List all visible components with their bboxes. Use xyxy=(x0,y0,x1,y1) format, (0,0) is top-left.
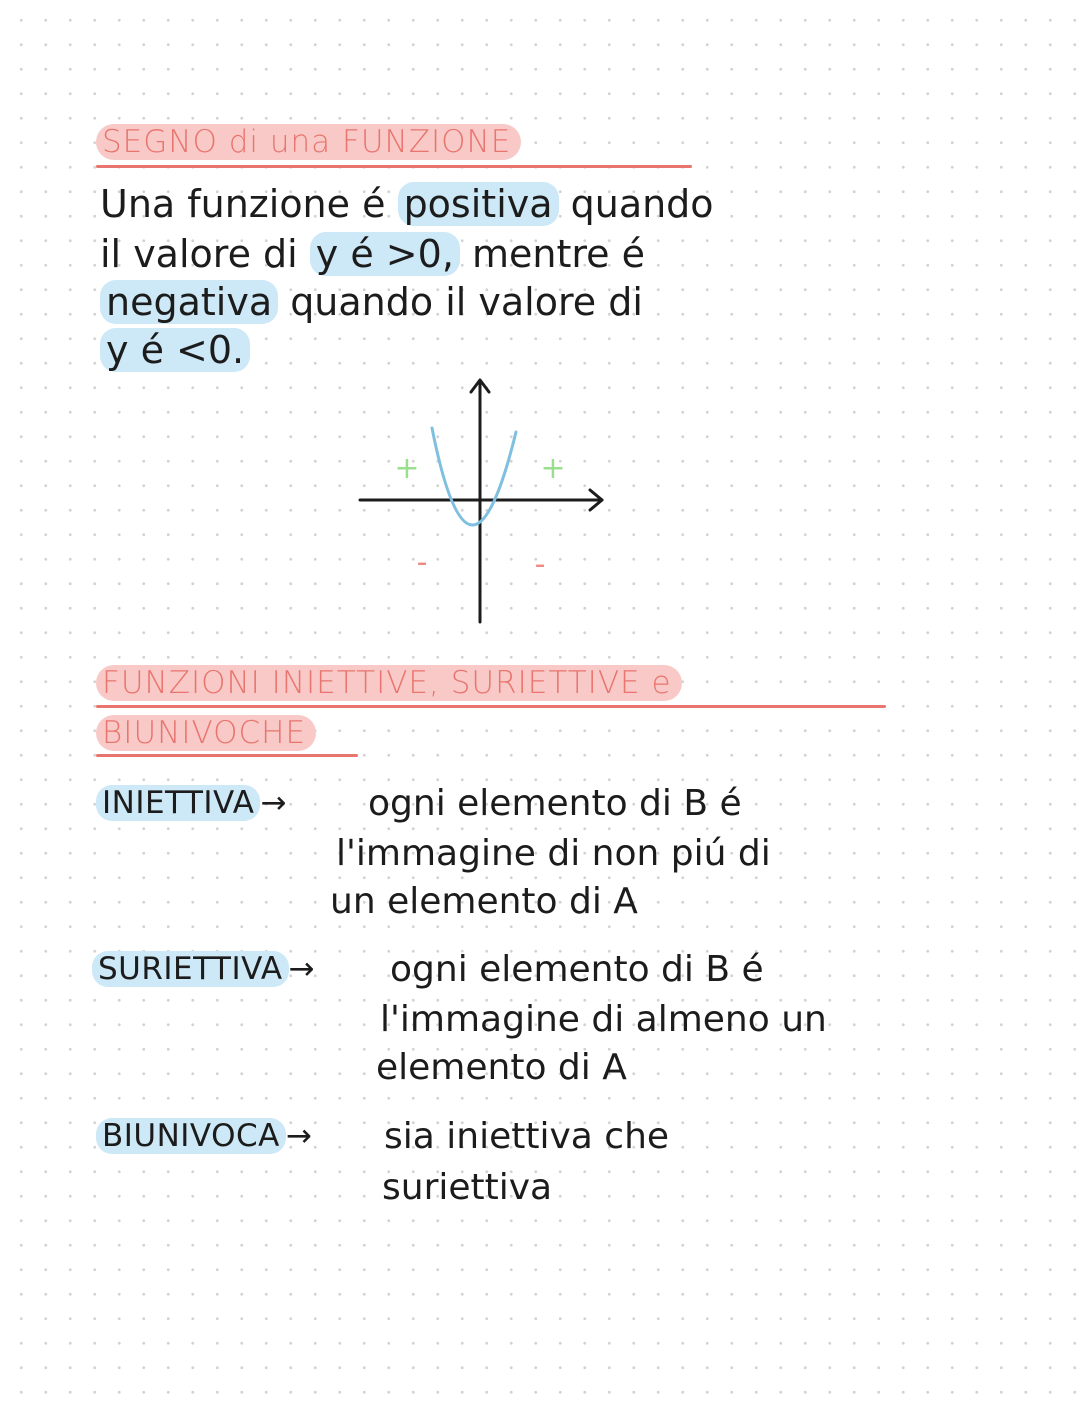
highlight-y-positive: y é >0, xyxy=(310,232,460,276)
plus-sign-right: + xyxy=(540,451,566,486)
term-biunivoca: BIUNIVOCA → xyxy=(96,1118,312,1154)
minus-sign-left: - xyxy=(416,545,428,580)
title-underline-line2 xyxy=(96,754,358,757)
section-title-biunivoche: BIUNIVOCHE xyxy=(96,715,316,751)
highlight-negativa: negativa xyxy=(100,280,278,324)
definition-iniettiva-line-2: l'immagine di non piú di xyxy=(336,833,771,874)
arrow-icon: → xyxy=(260,785,287,821)
definition-biunivoca-line-1: sia iniettiva che xyxy=(384,1116,670,1157)
section-title-segno: SEGNO di una FUNZIONE xyxy=(96,124,521,160)
definition-iniettiva-line-1: ogni elemento di B é xyxy=(368,783,742,824)
arrow-icon: → xyxy=(288,951,316,987)
highlight-positiva: positiva xyxy=(398,182,559,226)
definition-suriettiva-line-1: ogni elemento di B é xyxy=(390,949,764,990)
term-iniettiva: INIETTIVA → xyxy=(96,785,287,821)
highlight-y-negative: y é <0. xyxy=(100,328,250,372)
definition-biunivoca-line-2: suriettiva xyxy=(382,1167,553,1208)
paragraph-line-2: il valore di y é >0, mentre é xyxy=(100,232,645,276)
arrow-icon: → xyxy=(285,1118,313,1154)
paragraph-line-1: Una funzione é positiva quando xyxy=(100,182,714,226)
definition-iniettiva-line-3: un elemento di A xyxy=(330,881,638,922)
paragraph-line-4 xyxy=(100,326,250,374)
plus-sign-left: + xyxy=(394,451,420,486)
minus-sign-right: - xyxy=(534,547,546,582)
term-suriettiva: SURIETTIVA → xyxy=(92,951,315,987)
parabola-sketch xyxy=(340,370,620,630)
parabola-curve xyxy=(432,428,516,525)
definition-suriettiva-line-2: l'immagine di almeno un xyxy=(380,999,827,1040)
title-underline xyxy=(96,165,692,168)
section-title-funzioni: FUNZIONI INIETTIVE, SURIETTIVE e xyxy=(96,665,682,701)
definition-suriettiva-line-3: elemento di A xyxy=(376,1047,627,1088)
paragraph-line-3: negativa quando il valore di xyxy=(100,278,643,326)
title-underline-line1 xyxy=(96,705,886,708)
